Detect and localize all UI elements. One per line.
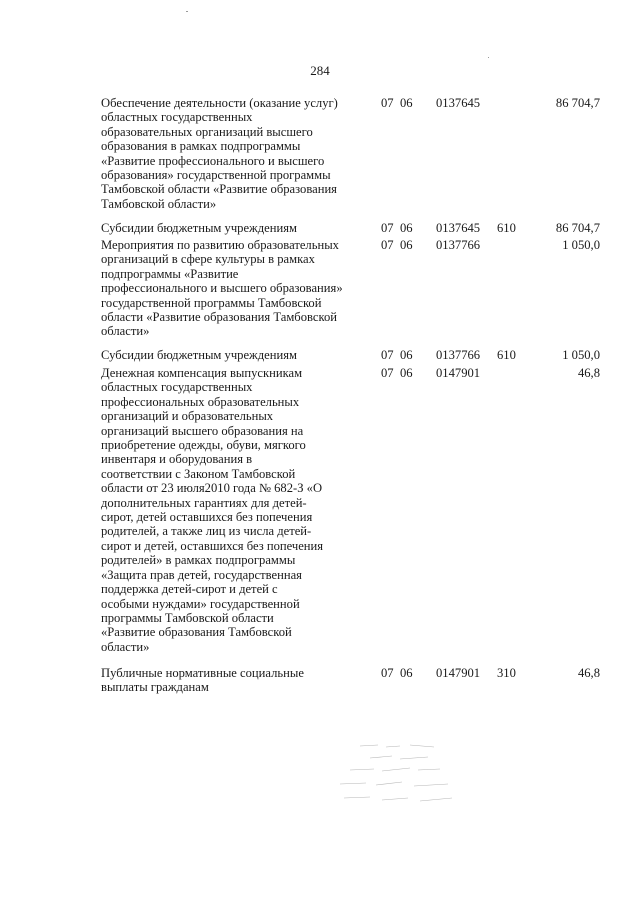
subsection-code: 06 [400, 238, 413, 252]
subsection-code: 06 [400, 96, 413, 110]
section-code: 07 [381, 366, 394, 380]
description-line: «Развитие образования Тамбовской [101, 625, 292, 640]
description-line: сирот, детей оставшихся без попечения [101, 510, 313, 525]
section-code: 07 [381, 666, 394, 680]
target-article-code: 0147901 [436, 666, 481, 680]
row-description [101, 348, 357, 362]
amount-value: 1 050,0 [562, 348, 600, 362]
description-line: организаций и образовательных [101, 409, 274, 424]
description-line: Обеспечение деятельности (оказание услуг) [101, 96, 338, 110]
target-article-code: 0137766 [436, 238, 481, 252]
row-description [101, 238, 357, 339]
target-article-code: 0137645 [436, 221, 481, 235]
description-line: родителей» в рамках подпрограммы [101, 553, 296, 568]
row-description [101, 96, 357, 211]
description-line: областных государственных [101, 110, 253, 125]
description-line: «Защита прав детей, государственная [101, 567, 302, 582]
description-line: Денежная компенсация выпускникам [101, 366, 303, 380]
description-line: приобретение одежды, обуви, мягкого [101, 438, 306, 453]
description-line: сирот и детей, оставшихся без попечения [101, 538, 324, 553]
amount-value: 46,8 [577, 666, 600, 680]
description-line: областных государственных [101, 380, 253, 395]
description-line: особыми нуждами» государственной [101, 596, 300, 611]
amount-value: 1 050,0 [562, 238, 600, 252]
description-line: поддержка детей-сирот и детей с [101, 582, 278, 597]
description-line: профессионального и высшего образования» [101, 281, 343, 296]
description-line: «Развитие профессионального и высшего [101, 153, 325, 168]
row-description [101, 366, 357, 654]
description-line: образовательных организаций высшего [101, 124, 313, 139]
subsection-code: 06 [400, 221, 413, 235]
expense-type-code: 610 [497, 221, 516, 235]
description-line: образования в рамках подпрограммы [101, 139, 301, 154]
amount-value: 86 704,7 [555, 96, 600, 110]
amount-value: 86 704,7 [555, 221, 600, 235]
section-code: 07 [381, 348, 394, 362]
subsection-code: 06 [400, 666, 413, 680]
expense-type-code: 310 [497, 666, 516, 680]
target-article-code: 0137766 [436, 348, 481, 362]
description-line: подпрограммы «Развитие [101, 266, 239, 281]
description-line: организаций в сфере культуры в рамках [101, 252, 315, 267]
description-line: области» [101, 324, 150, 339]
page-number: 284 [310, 63, 330, 78]
description-line: инвентаря и оборудования в [101, 452, 253, 467]
description-line: области «Развитие образования Тамбовской [101, 310, 337, 325]
faint-stamp-mark [330, 740, 460, 810]
scan-speck [488, 57, 489, 58]
description-line: образования» государственной программы [101, 168, 331, 183]
description-line: выплаты гражданам [101, 680, 209, 695]
subsection-code: 06 [400, 348, 413, 362]
description-line: государственной программы Тамбовской [101, 295, 322, 310]
description-line: соответствии с Законом Тамбовской [101, 466, 296, 481]
target-article-code: 0147901 [436, 366, 481, 380]
description-line: программы Тамбовской области [101, 610, 274, 625]
description-line: профессиональных образовательных [101, 394, 300, 409]
description-line: организаций высшего образования на [101, 423, 304, 438]
scan-speck [186, 11, 188, 12]
subsection-code: 06 [400, 366, 413, 380]
section-code: 07 [381, 96, 394, 110]
section-code: 07 [381, 221, 394, 235]
description-line: Тамбовской области «Развитие образования [101, 182, 337, 197]
description-line: области» [101, 639, 150, 654]
description-line: дополнительных гарантиях для детей- [101, 495, 307, 510]
target-article-code: 0137645 [436, 96, 481, 110]
description-line: Мероприятия по развитию образовательных [101, 238, 339, 252]
description-line: области от 23 июля2010 года № 682-З «О [101, 481, 323, 496]
amount-value: 46,8 [577, 366, 600, 380]
row-description [101, 666, 357, 695]
expense-type-code: 610 [497, 348, 516, 362]
description-line: Тамбовской области» [101, 196, 217, 211]
row-description [101, 221, 357, 235]
section-code: 07 [381, 238, 394, 252]
description-line: родителей, а также лиц из числа детей- [101, 524, 312, 539]
description-line: Субсидии бюджетным учреждениям [101, 221, 297, 235]
description-line: Публичные нормативные социальные [101, 666, 304, 680]
description-line: Субсидии бюджетным учреждениям [101, 348, 297, 362]
